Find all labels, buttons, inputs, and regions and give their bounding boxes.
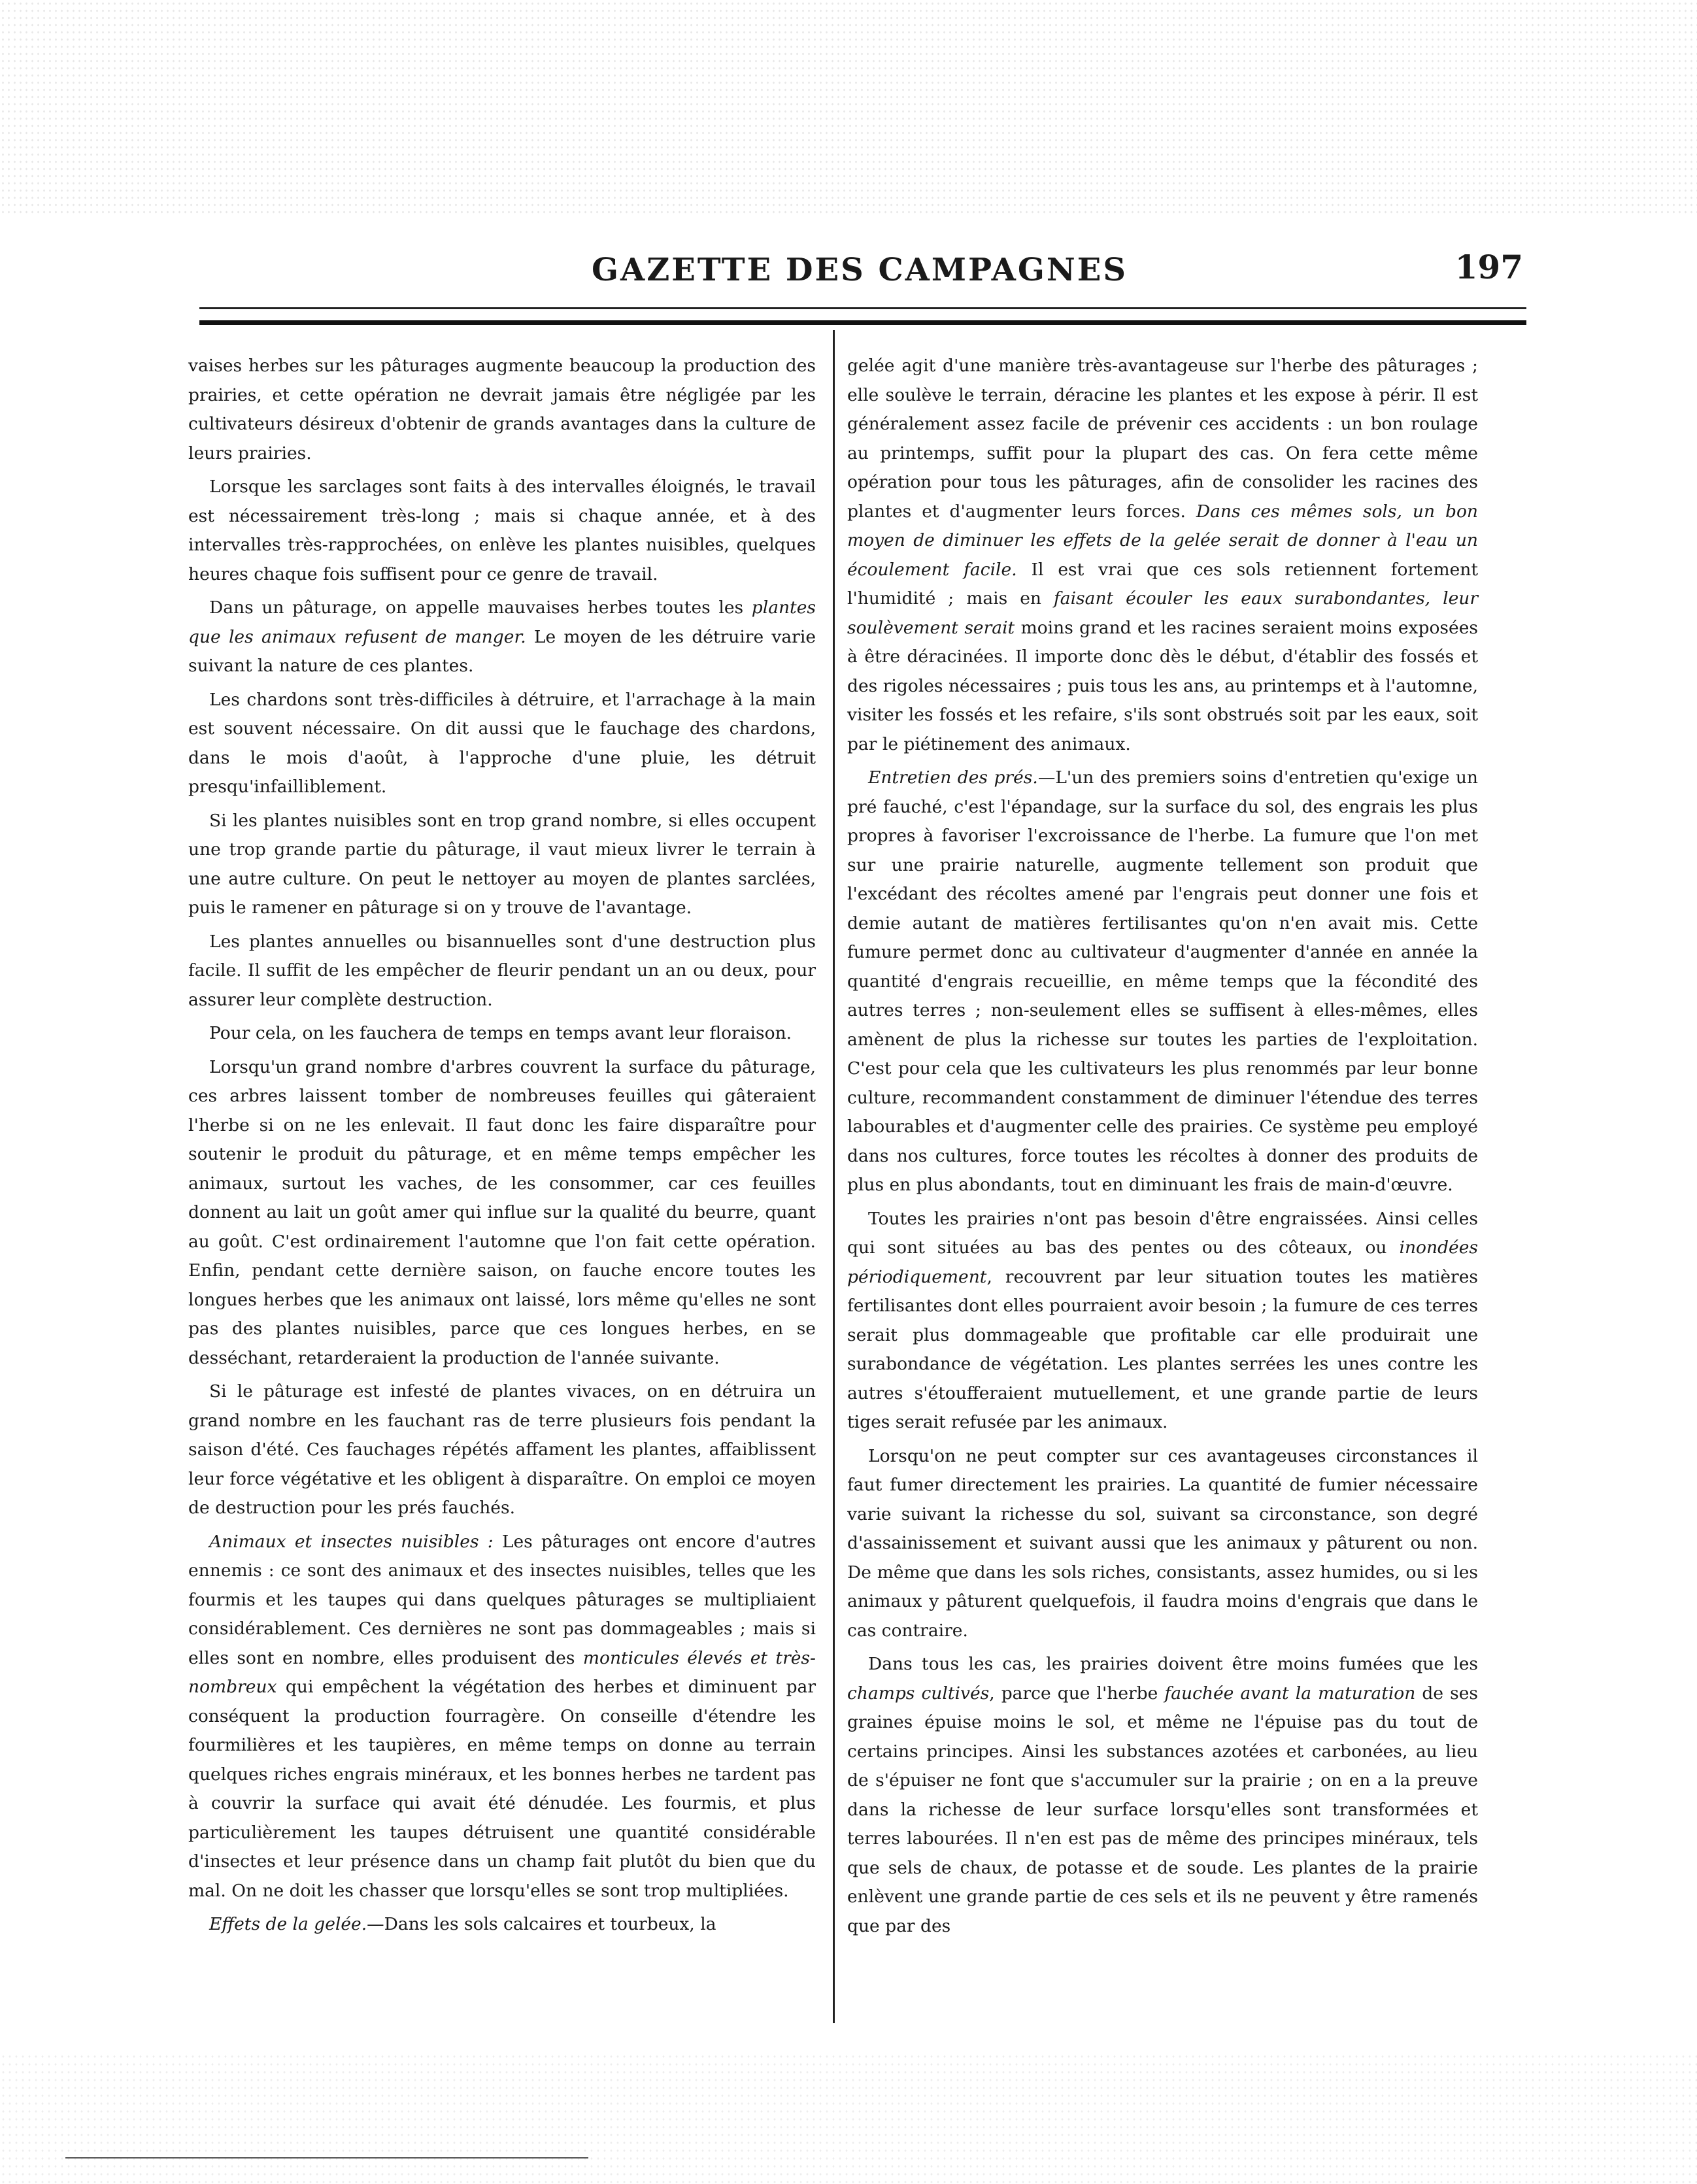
text-run: gelée agit d'une manière très-avantageuse sur l'herbe des pâturages ; elle soulève le terrain, déracine les plantes et les expose à périr. Il est généralement assez facile de prévenir ces accidents : un bon roulage au printemps, suffit pour la plupart des cas. On fera cette même opération pour tous les pâturages, afin de consolider les racines des plantes et d'augmenter leurs forces. [847,356,1478,522]
section-heading: Effets de la gelée. [209,1914,367,1934]
italic-run: Dans ces mêmes sols, un bon moyen de diminuer les effets de la gelée serait de donner à l'eau un écoulement facile. [847,501,1478,580]
paragraph [188,1528,816,1906]
paper-speckle-top [0,0,1697,216]
text-run: moins grand et les racines seraient moins exposées à être déracinées. Il importe donc dès le début, d'établir des fossés et des rigoles nécessaires ; puis tous les ans, au printemps et à l'automne, visiter les fossés et les refaire, s'ils sont obstrués soit par les eaux, soit par le piétinement des animaux. [847,617,1478,754]
paragraph [847,352,1478,759]
paragraph [847,1650,1478,1941]
text-run: —L'un des premiers soins d'entretien qu'exige un pré fauché, c'est l'épandage, sur la surface du sol, des engrais les plus propres à favoriser l'excroissance de l'herbe. La fumure que l'on met sur une prairie naturelle, augmente tellement son produit que l'excédant des récoltes amené par l'engrais peut donner une fois et demie autant de matières fertilisantes qu'on n'en avait mis. Cette fumure permet donc au cultivateur d'augmenter d'année en année la quantité d'engrais recueillie, en même temps que la fécondité des autres terres ; non-seulement elles se suffisent à elles-mêmes, elles amènent de plus la richesse sur toutes les parties de l'exploitation. C'est pour cela que les cultivateurs les plus renommés par leur bonne culture, recommandent constamment de diminuer l'étendue des terres labourables et d'augmenter celle des prairies. Ce système peu employé dans nos cultures, force toutes les récoltes à donner des produits de plus en plus abondants, tout en diminuant les frais de main-d'œuvre. [847,767,1478,1195]
text-run: —Dans les sols calcaires et tourbeux, la [367,1914,716,1934]
left-column [188,352,816,1944]
paragraph: Les chardons sont très-difficiles à détruire, et l'arrachage à la main est souvent nécessaire. On dit aussi que le fauchage des chardons, dans le mois d'août, à l'approche d'une pluie, les détruit presqu'infailliblement. [188,689,816,797]
paragraph: Pour cela, on les fauchera de temps en temps avant leur floraison. [209,1023,792,1043]
masthead-title: GAZETTE DES CAMPAGNES [591,252,1128,288]
text-run: Il est vrai que ces sols retiennent fortement l'humidité ; mais en [847,559,1478,609]
paragraph: vaises herbes sur les pâturages augmente beaucoup la production des prairies, et cette opération ne devrait jamais être négligée par les cultivateurs désireux d'obtenir de grands avantages dans la culture de leurs prairies. [188,356,816,463]
bottom-edge-line [65,2157,588,2159]
text-run: Les pâturages ont encore d'autres ennemis : ce sont des animaux et des insectes nuisibles, telles que les fourmis et les taupes qui dans quelques pâturages se multipliaient considérablement. Ces dernières ne sont pas dommageables ; mais si elles sont en nombre, elles produisent des [188,1531,816,1668]
paper-speckle-bottom [0,2053,1697,2184]
header-rule-thin [199,307,1526,309]
paragraph [188,594,816,681]
paragraph: Lorsqu'on ne peut compter sur ces avantageuses circonstances il faut fumer directement les prairies. La quantité de fumier nécessaire varie suivant la richesse du sol, suivant sa circonstance, son degré d'assainissement et suivant aussi que les animaux y pâturent ou non. De même que dans les sols riches, consistants, assez humides, ou si les animaux y pâturent quelquefois, il faudra moins d'engrais que dans le cas contraire. [847,1445,1478,1641]
paragraph: Si les plantes nuisibles sont en trop grand nombre, si elles occupent une trop grande partie du pâturage, il vaut mieux livrer le terrain à une autre culture. On peut le nettoyer au moyen de plantes sarclées, puis le ramener en pâturage si on y trouve de l'avantage. [188,810,816,918]
right-column [847,352,1478,1945]
text-run: , parce que l'herbe [989,1683,1165,1704]
paragraph [847,764,1478,1200]
paragraph: Si le pâturage est infesté de plantes vivaces, on en détruira un grand nombre en les fauchant ras de terre plusieurs fois pendant la saison d'été. Ces fauchages répétés affament les plantes, affaiblissent leur force végétative et les obligent à disparaître. On emploi ce moyen de destruction pour les prés fauchés. [188,1381,816,1518]
italic-run: champs cultivés [847,1683,990,1704]
italic-run: faisant écouler les eaux surabondantes, leur soulèvement serait [847,588,1478,638]
column-divider [833,330,835,2023]
page-header [196,248,1523,301]
paragraph: Lorsque les sarclages sont faits à des intervalles éloignés, le travail est nécessairement très-long ; mais si chaque année, et à des intervalles très-rapprochées, on enlève les plantes nuisibles, quelques heures chaque fois suffisent pour ce genre de travail. [188,477,816,584]
italic-run: fauchée avant la maturation [1164,1683,1416,1704]
text-run: qui empêchent la végétation des herbes et diminuent par conséquent la production fourragère. On conseille d'étendre les fourmilières et les taupières, en même temps on donne au terrain quelques riches engrais minéraux, et les bonnes herbes ne tardent pas à couvrir la surface qui avait été dénudée. Les fourmis, et plus particulièrement les taupes détruisent une quantité considérable d'insectes et leur présence dans un champ fait plutôt du bien que du mal. On ne doit les chasser que lorsqu'elles se sont trop multipliées. [188,1677,816,1901]
paragraph: Les plantes annuelles ou bisannuelles sont d'une destruction plus facile. Il suffit de les empêcher de fleurir pendant un an ou deux, pour assurer leur complète destruction. [188,931,816,1010]
paragraph: Lorsqu'un grand nombre d'arbres couvrent la surface du pâturage, ces arbres laissent tomber de nombreuses feuilles qui gâteraient l'herbe si on ne les enlevait. Il faut donc les faire disparaître pour soutenir le produit du pâturage, et en même temps empêcher les animaux, surtout les vaches, de les consommer, car ces feuilles donnent au lait un goût amer qui influe sur la qualité du beurre, quant au goût. C'est ordinairement l'automne que l'on fait cette opération. Enfin, pendant cette dernière saison, on fauche encore toutes les longues herbes que les animaux ont laissé, lors même qu'elles ne sont pas des plantes nuisibles, parce que ces longues herbes, en se desséchant, retarderaient la production de l'année suivante. [188,1056,816,1368]
text-run: de ses graines épuise moins le sol, et même ne l'épuise pas du tout de certains principes. Ainsi les substances azotées et carbonées, au lieu de s'épuiser ne font que s'accumuler sur la prairie ; on en a la preuve dans la richesse de leur surface lorsqu'elles sont transformées et terres labourées. Il n'en est pas de même des principes minéraux, tels que sels de chaux, de potasse et de soude. Les plantes de la prairie enlèvent une grande partie de ces sels et ils ne peuvent y être ramenés que par des [847,1683,1478,1936]
italic-run: plantes que les animaux refusent de manger. [188,597,816,647]
text-run: Le moyen de les détruire varie suivant la nature de ces plantes. [188,626,816,676]
section-heading: Animaux et insectes nuisibles : [209,1531,494,1552]
text-run: Dans un pâturage, on appelle mauvaises herbes toutes les [209,597,752,618]
text-run: Toutes les prairies n'ont pas besoin d'être engraissées. Ainsi celles qui sont situées au bas des pentes ou des côteaux, ou [847,1208,1478,1258]
paragraph [847,1205,1478,1437]
italic-run: inondées périodiquement [847,1237,1478,1287]
italic-run: monticules élevés et très-nombreux [188,1647,816,1697]
page-number: 197 [1454,248,1523,286]
paragraph [188,1910,816,1940]
section-heading: Entretien des prés. [868,767,1038,788]
header-rule-thick [199,320,1526,325]
text-run: Dans tous les cas, les prairies doivent être moins fumées que les [868,1654,1478,1674]
text-run: , recouvrent par leur situation toutes les matières fertilisantes dont elles pourraient avoir besoin ; la fumure de ces terres serait plus dommageable que profitable car elle produirait une surabondance de végétation. Les plantes serrées les unes contre les autres s'étoufferaient mutuellement, et une grande partie de leurs tiges serait refusée par les animaux. [847,1266,1478,1432]
